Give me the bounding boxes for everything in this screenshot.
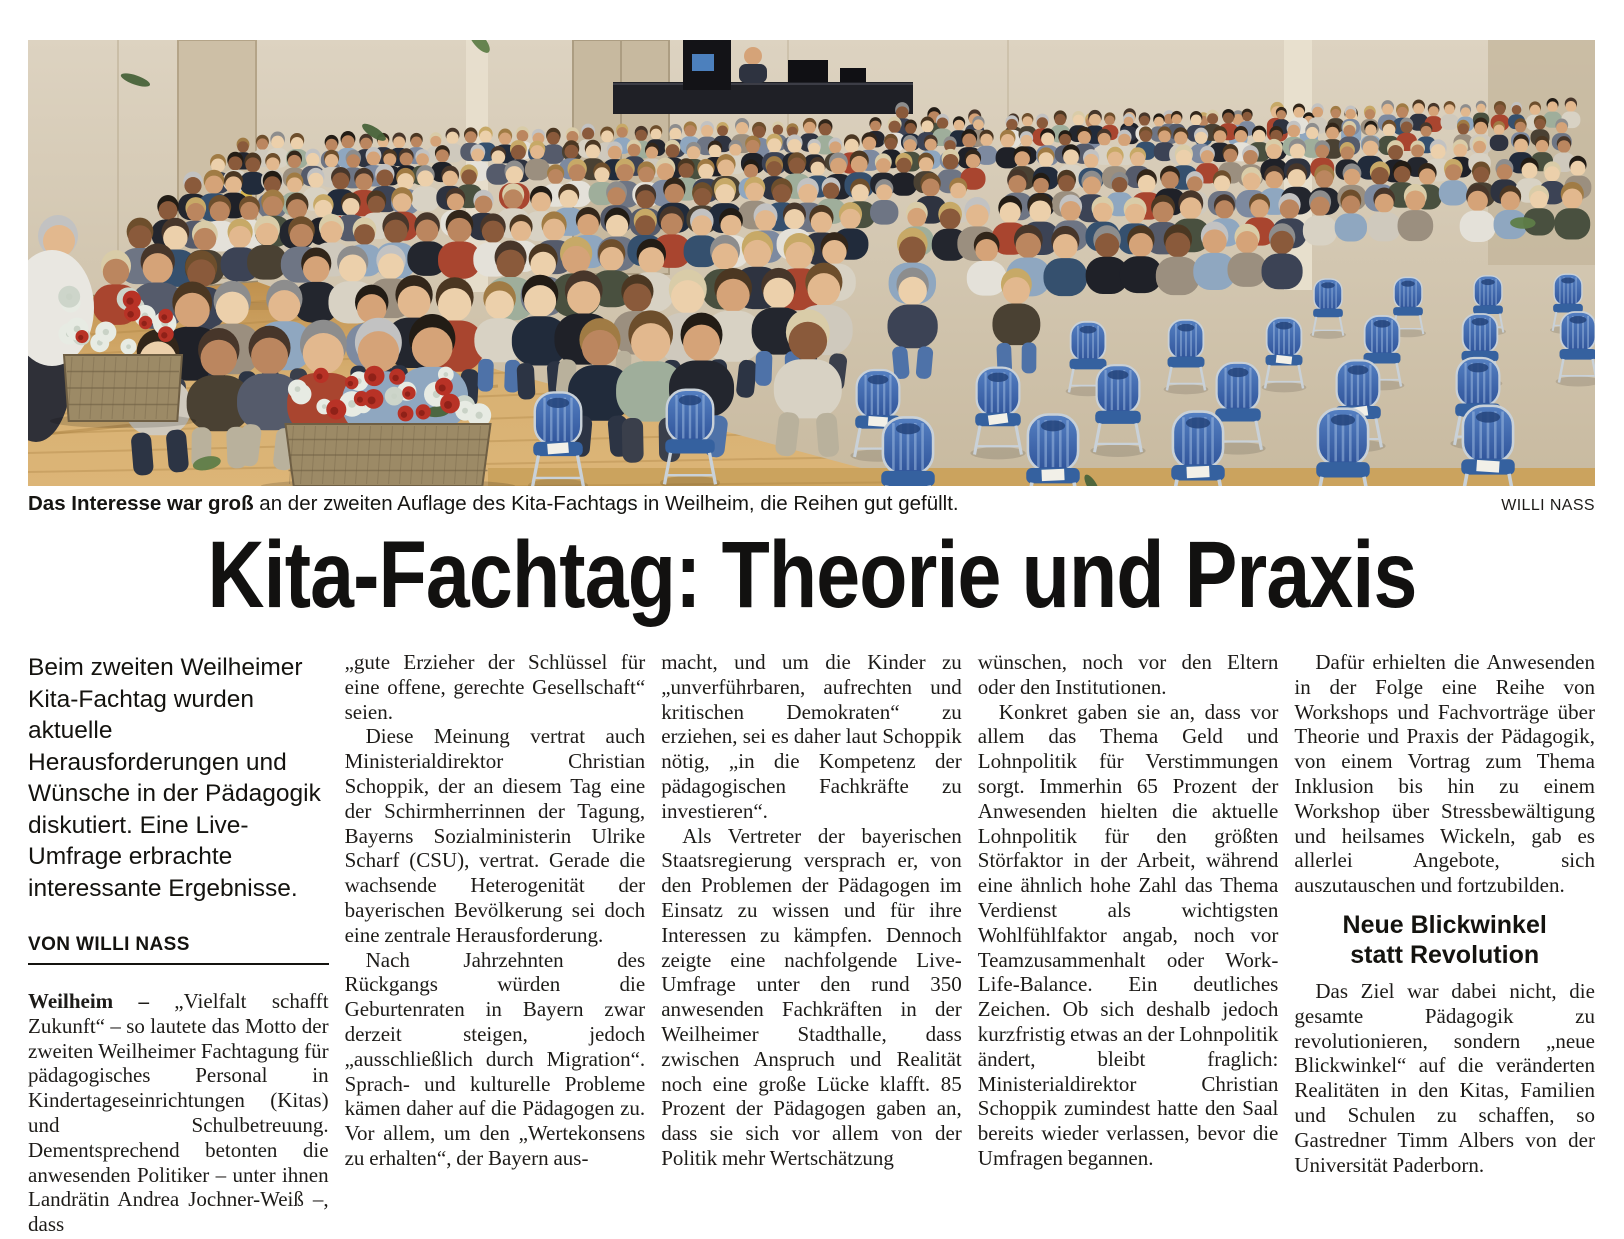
chair	[1166, 412, 1231, 486]
chair	[1021, 415, 1086, 487]
caption-text	[28, 491, 959, 517]
article-column-4	[978, 650, 1279, 1239]
article-paragraph: Nach Jahrzehnten des Rückgangs würden die Geburtenraten in Bayern zwar derzeit steigen, jedoch „ausschließlich durch Migration“. Sprach- und kulturelle Probleme kämen daher auf die Pädagogen zu. Vor allem, um den „Wertekonsens zu erhalten“, der Bayern aus-	[344, 947, 646, 1170]
chair	[1311, 409, 1376, 486]
photo-credit: WILLI NASS	[1501, 497, 1595, 514]
article-column-1	[28, 650, 329, 1239]
chair	[1456, 406, 1521, 486]
caption-lead-in: Das Interesse war groß	[28, 492, 254, 515]
article-column-2	[345, 650, 646, 1239]
article-paragraph: wünschen, noch vor den Eltern oder den Institutionen.	[977, 650, 1279, 699]
article-column-5	[1294, 650, 1595, 1239]
article-paragraph: Diese Meinung vertrat auch Ministerialdirektor Christian Schoppik, der an diesem Tag eine der Schirmherrinnen der Tagung, Bayerns Sozialministerin Ulrike Scharf (CSU), vertrat. Gerade die wachsende Heterogenität der bayerischen Bevölkerung sei doch eine zentrale Herausforderung.	[344, 724, 646, 947]
event-photo-illustration	[28, 40, 1595, 486]
chair	[1310, 279, 1346, 339]
caption-rest: an der zweiten Auflage des Kita-Fachtags in Weilheim, die Reihen gut gefüllt.	[253, 492, 959, 515]
chair	[876, 417, 941, 486]
article-body	[28, 650, 1595, 1239]
article-photo	[28, 40, 1595, 486]
chair	[1262, 318, 1307, 392]
chair	[1090, 365, 1145, 457]
headline: Kita-Fachtag: Theorie und Praxis	[207, 522, 1417, 628]
chair	[1164, 320, 1209, 394]
article-paragraph: macht, und um die Kinder zu „unverführbaren, aufrechten und kritischen Demokraten“ zu erziehen, sei es daher laut Schoppik nötig, „in die Kompetenz der pädagogischen Fachkräfte zu investieren“.	[661, 650, 962, 823]
article-paragraph: Weilheim – „Vielfalt schafft Zukunft“ – so lautete das Motto der zweiten Weilheimer Fachtagung für pädagogisches Personal in Kindertageseinrichtungen (Kitas) und Schulbetreuung. Dementsprechend betonten die anwesenden Politiker – unter ihnen Landrätin Andrea Jochner-Weiß –, dass	[28, 989, 329, 1237]
dateline: Weilheim –	[28, 989, 149, 1013]
article-paragraph: Als Vertreter der bayerischen Staatsregierung versprach er, von den Problemen der Pädagogen im Einsatz zu wissen und für ihre Interessen zu kämpfen. Dennoch zeigte eine nachfolgende Live-Umfrage unter den rund 350 anwesenden Fachkräften in der Weilheimer Stadthalle, dass zwischen Anspruch und Realität noch eine große Lücke klafft. 85 Prozent der Pädagogen gaben an, dass sie sich vor allem von der Politik mehr Wertschätzung	[661, 823, 962, 1170]
article-column-3	[661, 650, 962, 1239]
chair	[970, 368, 1025, 460]
article-paragraph: Das Ziel war dabei nicht, die gesamte Pädagogik zu revolutionieren, sondern „neue Blickwinkel“ auf die veränderten Realitäten in den Kitas, Familien und Schulen zu schaffen, so Gastredner Timm Albers von der Universität Paderborn.	[1294, 978, 1595, 1177]
article-paragraph: Dafür erhielten die Anwesenden in der Folge eine Reihe von Workshops und Fachvorträge über Theorie und Praxis der Pädagogik, von einem Vortrag zum Thema Inklusion bis hin zu einem Workshop über Stressbewältigung und heilsames Wickeln, gab es allerlei Angebote, sich auszutauschen und fortzubilden.	[1294, 650, 1595, 898]
monitor-screen	[692, 54, 714, 71]
byline: VON WILLI NASS	[28, 934, 329, 965]
article-paragraph: „gute Erzieher der Schlüssel für eine offene, gerechte Gesellschaft“ seien.	[344, 650, 646, 724]
article-paragraph: Konkret gaben sie an, dass vor allem das Thema Geld und Lohnpolitik für Verstimmungen sorgt. Immerhin 65 Prozent der Anwesenden hielten die aktuelle Lohnpolitik für den größten Störfaktor in der Arbeit, während eine ähnlich hohe Zahl das Thema Verdienst als wichtigsten Wohlfühlfaktor angab, noch vor Teamzusammenhalt oder Work-Life-Balance. Ein deutliches Zeichen. Ob sich deshalb jedoch kurzfristig etwas an der Lohnpolitik ändert, bleibt fraglich: Ministerialdirektor Christian Schoppik zumindest hatte den Saal bereits wieder verlassen, bevor die Umfragen begannen.	[977, 699, 1279, 1170]
photo-caption	[28, 491, 1595, 519]
booth-operator	[739, 64, 767, 83]
subheading: Neue Blickwinkel statt Revolution	[1342, 910, 1547, 969]
standfirst: Beim zweiten Weilheimer Kita-Fachtag wurden aktuelle Herausforderungen und Wünsche in der Pädagogik diskutiert. Eine Live-Umfrage erbrachte interessante Ergebnisse.	[28, 654, 321, 902]
